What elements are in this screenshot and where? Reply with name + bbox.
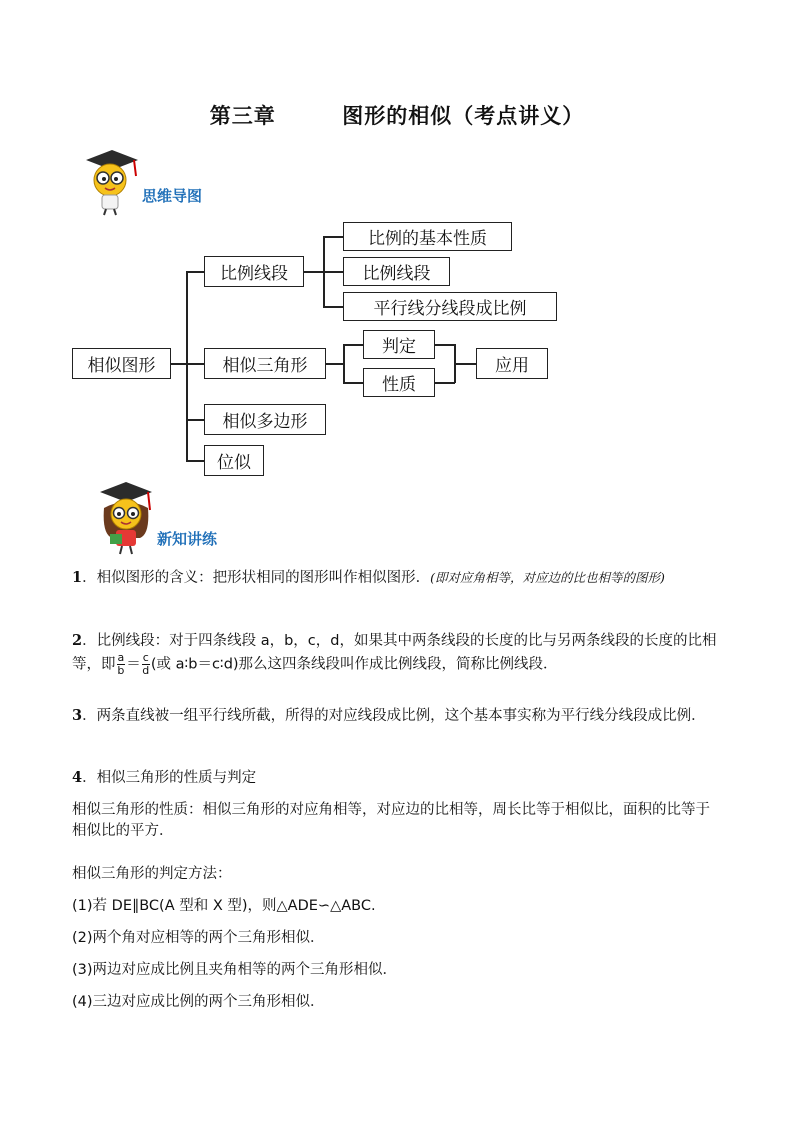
section-mindmap-label: 思维导图 <box>142 187 203 205</box>
node-similar-triangles: 相似三角形 <box>204 348 326 379</box>
point-number: 1 <box>72 569 83 586</box>
node-criteria: 判定 <box>363 330 435 359</box>
point-number: 4 <box>72 769 83 786</box>
point-4 <box>72 767 722 789</box>
page-title: 第三章 图形的相似（考点讲义） <box>209 104 585 128</box>
connector <box>186 271 204 273</box>
triangle-methods-heading: 相似三角形的判定方法： <box>72 866 232 882</box>
node-application: 应用 <box>476 348 548 379</box>
equals-sign: ＝ <box>126 656 141 673</box>
connector <box>435 344 455 346</box>
node-proportional-segments: 比例线段 <box>204 256 304 287</box>
fraction-denominator: d <box>142 664 150 677</box>
connector <box>186 363 204 365</box>
connector <box>435 382 455 384</box>
method-1: (1)若 DE∥BC(A 型和 X 型)，则△ADE∽△ABC. <box>72 898 376 914</box>
node-root: 相似图形 <box>72 348 171 379</box>
node-similar-polygons: 相似多边形 <box>204 404 326 435</box>
connector <box>186 419 204 421</box>
triangle-properties: 相似三角形的性质：相似三角形的对应角相等，对应边的比相等，周长比等于相似比，面积的比等于相似比的平方． <box>72 802 710 839</box>
mascot-girl-scholar-icon <box>90 478 156 556</box>
connector <box>343 344 363 346</box>
node-homothety: 位似 <box>204 445 264 476</box>
point-number: 3 <box>72 707 83 724</box>
node-parallel-lines-proportion: 平行线分线段成比例 <box>343 292 557 321</box>
connector <box>186 271 188 461</box>
connector <box>343 344 345 383</box>
connector <box>323 236 343 238</box>
point-3 <box>72 705 722 727</box>
connector <box>326 363 344 365</box>
node-proportion-basic-property: 比例的基本性质 <box>343 222 512 251</box>
fraction-c-over-d <box>142 652 150 677</box>
connector <box>323 271 343 273</box>
point-text-continued: (或 a∶b＝c∶d)那么这四条线段叫作成比例线段，简称比例线段． <box>150 656 558 673</box>
fraction-numerator: a <box>117 651 125 664</box>
fraction-numerator: c <box>142 651 149 664</box>
point-1 <box>72 567 722 589</box>
connector <box>186 460 204 462</box>
connector <box>454 363 476 365</box>
fraction-a-over-b <box>117 652 126 677</box>
mascot-scholar-icon <box>78 146 140 216</box>
fraction-denominator: b <box>117 664 125 677</box>
point-2 <box>72 630 722 677</box>
connector <box>343 382 363 384</box>
connector <box>304 271 324 273</box>
point-number: 2 <box>72 632 83 649</box>
node-properties: 性质 <box>363 368 435 397</box>
point-text: ．相似三角形的性质与判定 <box>82 770 257 786</box>
section-knowledge-label: 新知讲练 <box>157 530 218 548</box>
method-4: (4)三边对应成比例的两个三角形相似． <box>72 994 325 1010</box>
node-proportional-segments-sub: 比例线段 <box>343 257 450 286</box>
point-text: ．相似图形的含义：把形状相同的图形叫作相似图形． <box>82 570 431 586</box>
connector <box>171 363 187 365</box>
point-text: ．两条直线被一组平行线所截，所得的对应线段成比例，这个基本事实称为平行线分线段成比例． <box>82 708 706 724</box>
method-3: (3)两边对应成比例且夹角相等的两个三角形相似． <box>72 962 398 978</box>
connector <box>323 306 343 308</box>
point-note: (即对应角相等，对应边的比也相等的图形) <box>430 570 665 585</box>
method-2: (2)两个角对应相等的两个三角形相似． <box>72 930 325 946</box>
point-text: ．比例线段：对于四条线段 a，b，c，d，如果其中两条线段的长度的比与另两条线段的长度的比相等，即 <box>72 633 717 673</box>
